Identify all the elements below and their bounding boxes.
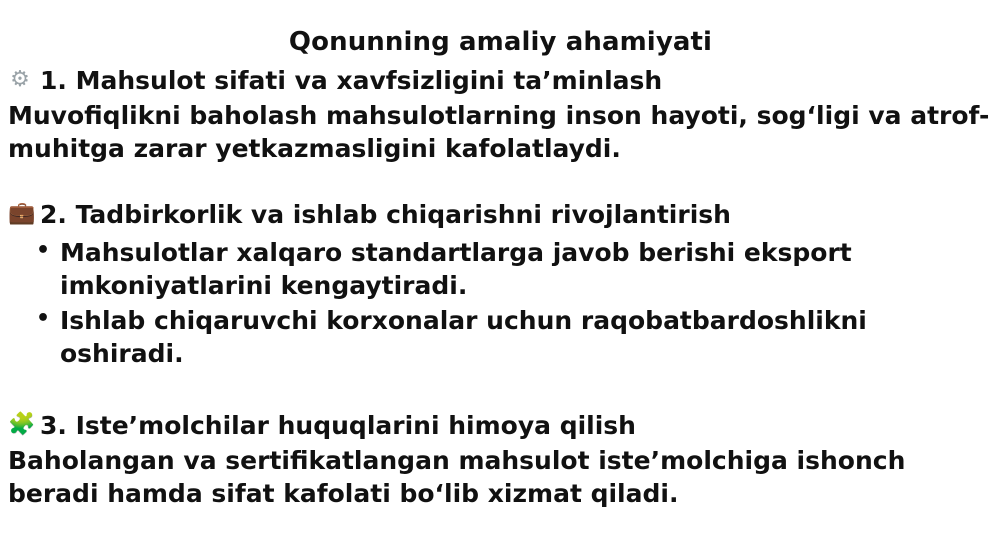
section-3-heading	[8, 410, 993, 443]
section-2	[8, 199, 993, 370]
gear-icon: ⚙	[10, 66, 30, 92]
section-3	[8, 410, 993, 511]
section-1-heading-text: 1. Mahsulot sifati va xavfsizligini ta’minlash	[40, 65, 663, 95]
puzzle-piece-icon: 🧩	[8, 411, 36, 437]
spacer-1	[8, 165, 993, 199]
section-2-heading-text: 2. Tadbirkorlik va ishlab chiqarishni rivojlantirish	[40, 200, 731, 229]
list-item: • Ishlab chiqaruvchi korxonalar uchun raqobatbardoshlikni oshiradi.	[8, 304, 993, 370]
page-title: Qonunning amaliy ahamiyati	[288, 27, 713, 57]
briefcase-icon: 💼	[8, 201, 36, 226]
section-1-heading	[8, 65, 993, 98]
section-3-paragraph: Baholangan va sertifikatlangan mahsulot iste’molchiga ishonch beradi hamda sifat kafolati bo‘lib xizmat qiladi.	[8, 446, 906, 508]
section-3-heading-text: 3. Iste’molchilar huquqlarini himoya qilish	[40, 410, 636, 440]
section-1-paragraph: Muvofiqlikni baholash mahsulotlarning inson hayoti, sog‘ligi va atrof-muhitga zarar yetkazmasligini kafolatlaydi.	[8, 101, 990, 163]
section-2-bullet-list	[8, 236, 993, 370]
list-item: • Mahsulotlar xalqaro standartlarga javob berishi eksport imkoniyatlarini kengaytiradi.	[8, 236, 993, 302]
section-2-heading	[8, 199, 993, 232]
section-1	[8, 65, 993, 166]
spacer-2	[8, 372, 993, 410]
